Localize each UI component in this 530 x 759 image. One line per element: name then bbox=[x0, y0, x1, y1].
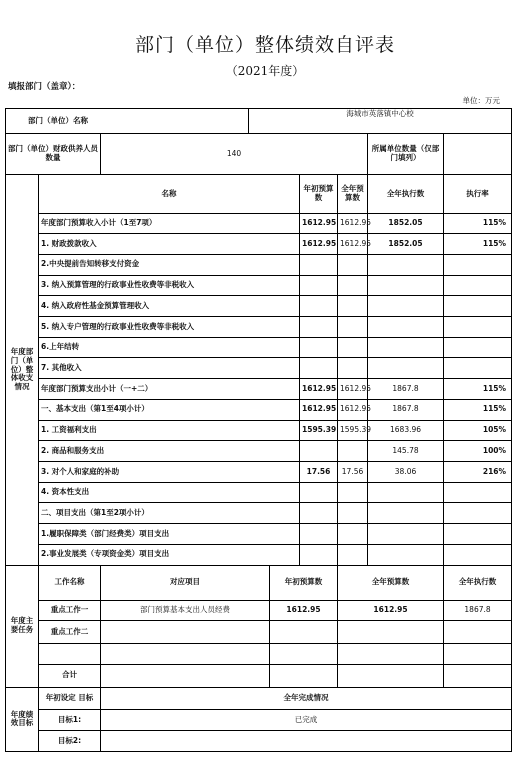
task-row-work: 重点工作一 bbox=[39, 600, 101, 621]
tasks-header-row bbox=[6, 565, 512, 600]
report-year: （2021年度） bbox=[225, 64, 305, 78]
budget-row-rate: 216% bbox=[444, 461, 512, 482]
goals-header-done: 全年完成情况 bbox=[101, 687, 512, 710]
tasks-header-project: 对应项目 bbox=[101, 565, 270, 600]
budget-row-full bbox=[338, 503, 368, 524]
budget-row-name: 4. 资本性支出 bbox=[39, 482, 300, 503]
budget-row-exec: 1852.05 bbox=[368, 234, 444, 255]
budget-row-full bbox=[338, 482, 368, 503]
budget-row-full: 17.56 bbox=[338, 461, 368, 482]
budget-row-rate bbox=[444, 544, 512, 565]
budget-row-exec: 1867.8 bbox=[368, 399, 444, 420]
budget-row-full: 1612.95 bbox=[338, 399, 368, 420]
budget-row-exec bbox=[368, 524, 444, 545]
subunit-value bbox=[444, 133, 512, 174]
budget-row-initial: 1595.39 bbox=[300, 420, 338, 441]
budget-row-initial bbox=[300, 275, 338, 296]
task-row-full bbox=[338, 644, 444, 665]
budget-row-initial: 1612.95 bbox=[300, 213, 338, 234]
budget-row-initial bbox=[300, 544, 338, 565]
tasks-header-full: 全年预算数 bbox=[338, 565, 444, 600]
budget-row-exec: 1852.05 bbox=[368, 213, 444, 234]
budget-row-name: 6.上年结转 bbox=[39, 337, 300, 358]
budget-row-full bbox=[338, 254, 368, 275]
budget-row-exec bbox=[368, 337, 444, 358]
budget-row-full: 1612.95 bbox=[338, 213, 368, 234]
budget-row-name: 1. 工资福利支出 bbox=[39, 420, 300, 441]
budget-section-label: 年度部门（单位）整体收支情况 bbox=[6, 175, 39, 565]
goal-row-label: 目标1: bbox=[39, 710, 101, 731]
filler-unit-label: 填报部门（盖章）： bbox=[8, 82, 81, 92]
goals-header-row bbox=[6, 687, 512, 710]
budget-row-name: 7. 其他收入 bbox=[39, 358, 300, 379]
tasks-header-exec: 全年执行数 bbox=[444, 565, 512, 600]
budget-header-full: 全年预算数 bbox=[338, 175, 368, 213]
budget-row bbox=[6, 482, 512, 503]
task-row-exec bbox=[444, 621, 512, 644]
budget-row-initial: 1612.95 bbox=[300, 399, 338, 420]
budget-row-name: 二、项目支出（第1至2项小计） bbox=[39, 503, 300, 524]
budget-row-exec bbox=[368, 503, 444, 524]
budget-row bbox=[6, 379, 512, 400]
dept-name-row bbox=[6, 109, 512, 134]
budget-row-name: 3. 纳入预算管理的行政事业性收费等非税收入 bbox=[39, 275, 300, 296]
budget-row-full bbox=[338, 317, 368, 338]
task-row-project bbox=[101, 621, 270, 644]
budget-row-name: 2.中央提前告知转移支付资金 bbox=[39, 254, 300, 275]
staff-value: 140 bbox=[101, 133, 368, 174]
budget-row-full bbox=[338, 544, 368, 565]
budget-row-rate: 115% bbox=[444, 399, 512, 420]
budget-row-initial bbox=[300, 317, 338, 338]
goal-row bbox=[6, 731, 512, 752]
goal-row-value: 已完成 bbox=[101, 710, 512, 731]
tasks-header-initial: 年初预算数 bbox=[270, 565, 338, 600]
budget-row-full: 1612.95 bbox=[338, 379, 368, 400]
budget-row-initial bbox=[300, 296, 338, 317]
subunit-label: 所属单位数量（仅部门填列） bbox=[368, 133, 444, 174]
budget-row-exec: 1683.96 bbox=[368, 420, 444, 441]
budget-row-initial bbox=[300, 337, 338, 358]
budget-row-rate bbox=[444, 317, 512, 338]
budget-row-exec bbox=[368, 358, 444, 379]
goals-section-label: 年度绩效目标 bbox=[6, 687, 39, 751]
budget-row-rate bbox=[444, 275, 512, 296]
performance-table bbox=[5, 108, 512, 752]
goal-row-value bbox=[101, 731, 512, 752]
budget-row-full: 1595.39 bbox=[338, 420, 368, 441]
task-row-initial: 1612.95 bbox=[270, 600, 338, 621]
budget-row bbox=[6, 275, 512, 296]
budget-header-name: 名称 bbox=[39, 175, 300, 213]
budget-row-exec: 1867.8 bbox=[368, 379, 444, 400]
budget-row-exec bbox=[368, 482, 444, 503]
budget-row-full: 1612.95 bbox=[338, 234, 368, 255]
budget-row-exec: 38.06 bbox=[368, 461, 444, 482]
budget-row-exec: 145.78 bbox=[368, 441, 444, 462]
staff-label: 部门（单位）财政供养人员数量 bbox=[6, 133, 101, 174]
goals-header-set: 年初设定 目标 bbox=[39, 687, 101, 710]
budget-row-name: 5. 纳入专户管理的行政事业性收费等非税收入 bbox=[39, 317, 300, 338]
budget-row bbox=[6, 441, 512, 462]
budget-row-full bbox=[338, 296, 368, 317]
budget-row-exec bbox=[368, 254, 444, 275]
budget-header-rate: 执行率 bbox=[444, 175, 512, 213]
page-title: 部门（单位）整体绩效自评表 bbox=[134, 34, 395, 56]
budget-header-initial: 年初预算数 bbox=[300, 175, 338, 213]
budget-row-exec bbox=[368, 317, 444, 338]
budget-row-initial bbox=[300, 254, 338, 275]
budget-row bbox=[6, 461, 512, 482]
budget-row bbox=[6, 317, 512, 338]
task-row-full bbox=[338, 664, 444, 687]
budget-row-initial: 1612.95 bbox=[300, 379, 338, 400]
budget-row-rate: 115% bbox=[444, 379, 512, 400]
budget-row bbox=[6, 213, 512, 234]
budget-row bbox=[6, 296, 512, 317]
task-row-work: 重点工作二 bbox=[39, 621, 101, 644]
task-row-initial bbox=[270, 664, 338, 687]
budget-row-initial bbox=[300, 358, 338, 379]
budget-row-rate: 115% bbox=[444, 234, 512, 255]
task-row-exec bbox=[444, 664, 512, 687]
budget-row-rate: 115% bbox=[444, 213, 512, 234]
task-row-initial bbox=[270, 644, 338, 665]
task-row-full bbox=[338, 621, 444, 644]
task-row bbox=[6, 664, 512, 687]
budget-row-rate bbox=[444, 358, 512, 379]
budget-row-initial: 17.56 bbox=[300, 461, 338, 482]
budget-row-initial bbox=[300, 524, 338, 545]
task-row-project bbox=[101, 644, 270, 665]
tasks-header-work: 工作名称 bbox=[39, 565, 101, 600]
budget-row bbox=[6, 358, 512, 379]
budget-row-exec bbox=[368, 275, 444, 296]
budget-row bbox=[6, 503, 512, 524]
budget-row-exec bbox=[368, 296, 444, 317]
budget-row-full bbox=[338, 337, 368, 358]
staff-row bbox=[6, 133, 512, 174]
task-row bbox=[6, 621, 512, 644]
budget-row-name: 1.履职保障类（部门经费类）项目支出 bbox=[39, 524, 300, 545]
dept-name-value: 海城市英落镇中心校 bbox=[249, 109, 512, 134]
money-unit-label: 单位：万元 bbox=[462, 96, 500, 105]
goal-row-label: 目标2: bbox=[39, 731, 101, 752]
budget-row-name: 2. 商品和服务支出 bbox=[39, 441, 300, 462]
budget-row-name: 年度部门预算支出小计（一+二） bbox=[39, 379, 300, 400]
task-row-exec: 1867.8 bbox=[444, 600, 512, 621]
budget-row-rate: 100% bbox=[444, 441, 512, 462]
budget-row-name: 一、基本支出（第1至4项小计） bbox=[39, 399, 300, 420]
tasks-section-label: 年度主要任务 bbox=[6, 565, 39, 687]
task-row-initial bbox=[270, 621, 338, 644]
budget-row bbox=[6, 399, 512, 420]
budget-row bbox=[6, 544, 512, 565]
budget-row bbox=[6, 254, 512, 275]
budget-row-name: 年度部门预算收入小计（1至7项） bbox=[39, 213, 300, 234]
budget-row-name: 2.事业发展类（专项资金类）项目支出 bbox=[39, 544, 300, 565]
task-row-exec bbox=[444, 644, 512, 665]
budget-row bbox=[6, 234, 512, 255]
budget-row-rate bbox=[444, 503, 512, 524]
budget-row-rate bbox=[444, 254, 512, 275]
goal-row bbox=[6, 710, 512, 731]
budget-row-rate: 105% bbox=[444, 420, 512, 441]
budget-row-initial bbox=[300, 441, 338, 462]
budget-row-rate bbox=[444, 296, 512, 317]
budget-row-name: 1. 财政拨款收入 bbox=[39, 234, 300, 255]
budget-row-full bbox=[338, 524, 368, 545]
budget-row-name: 4. 纳入政府性基金预算管理收入 bbox=[39, 296, 300, 317]
task-row-full: 1612.95 bbox=[338, 600, 444, 621]
budget-row bbox=[6, 420, 512, 441]
task-row-work: 合计 bbox=[39, 664, 101, 687]
budget-row bbox=[6, 337, 512, 358]
task-row-project bbox=[101, 664, 270, 687]
task-row bbox=[6, 644, 512, 665]
budget-header-exec: 全年执行数 bbox=[368, 175, 444, 213]
budget-row-initial bbox=[300, 503, 338, 524]
budget-row-rate bbox=[444, 337, 512, 358]
budget-row-full bbox=[338, 441, 368, 462]
budget-row-rate bbox=[444, 524, 512, 545]
task-row-project: 部门预算基本支出人员经费 bbox=[101, 600, 270, 621]
budget-row-initial: 1612.95 bbox=[300, 234, 338, 255]
dept-name-label: 部门（单位）名称 bbox=[6, 109, 249, 134]
task-row bbox=[6, 600, 512, 621]
budget-row bbox=[6, 524, 512, 545]
budget-row-initial bbox=[300, 482, 338, 503]
task-row-work bbox=[39, 644, 101, 665]
budget-row-full bbox=[338, 275, 368, 296]
budget-row-name: 3. 对个人和家庭的补助 bbox=[39, 461, 300, 482]
budget-row-exec bbox=[368, 544, 444, 565]
budget-row-full bbox=[338, 358, 368, 379]
budget-row-rate bbox=[444, 482, 512, 503]
budget-header-row bbox=[6, 175, 512, 213]
